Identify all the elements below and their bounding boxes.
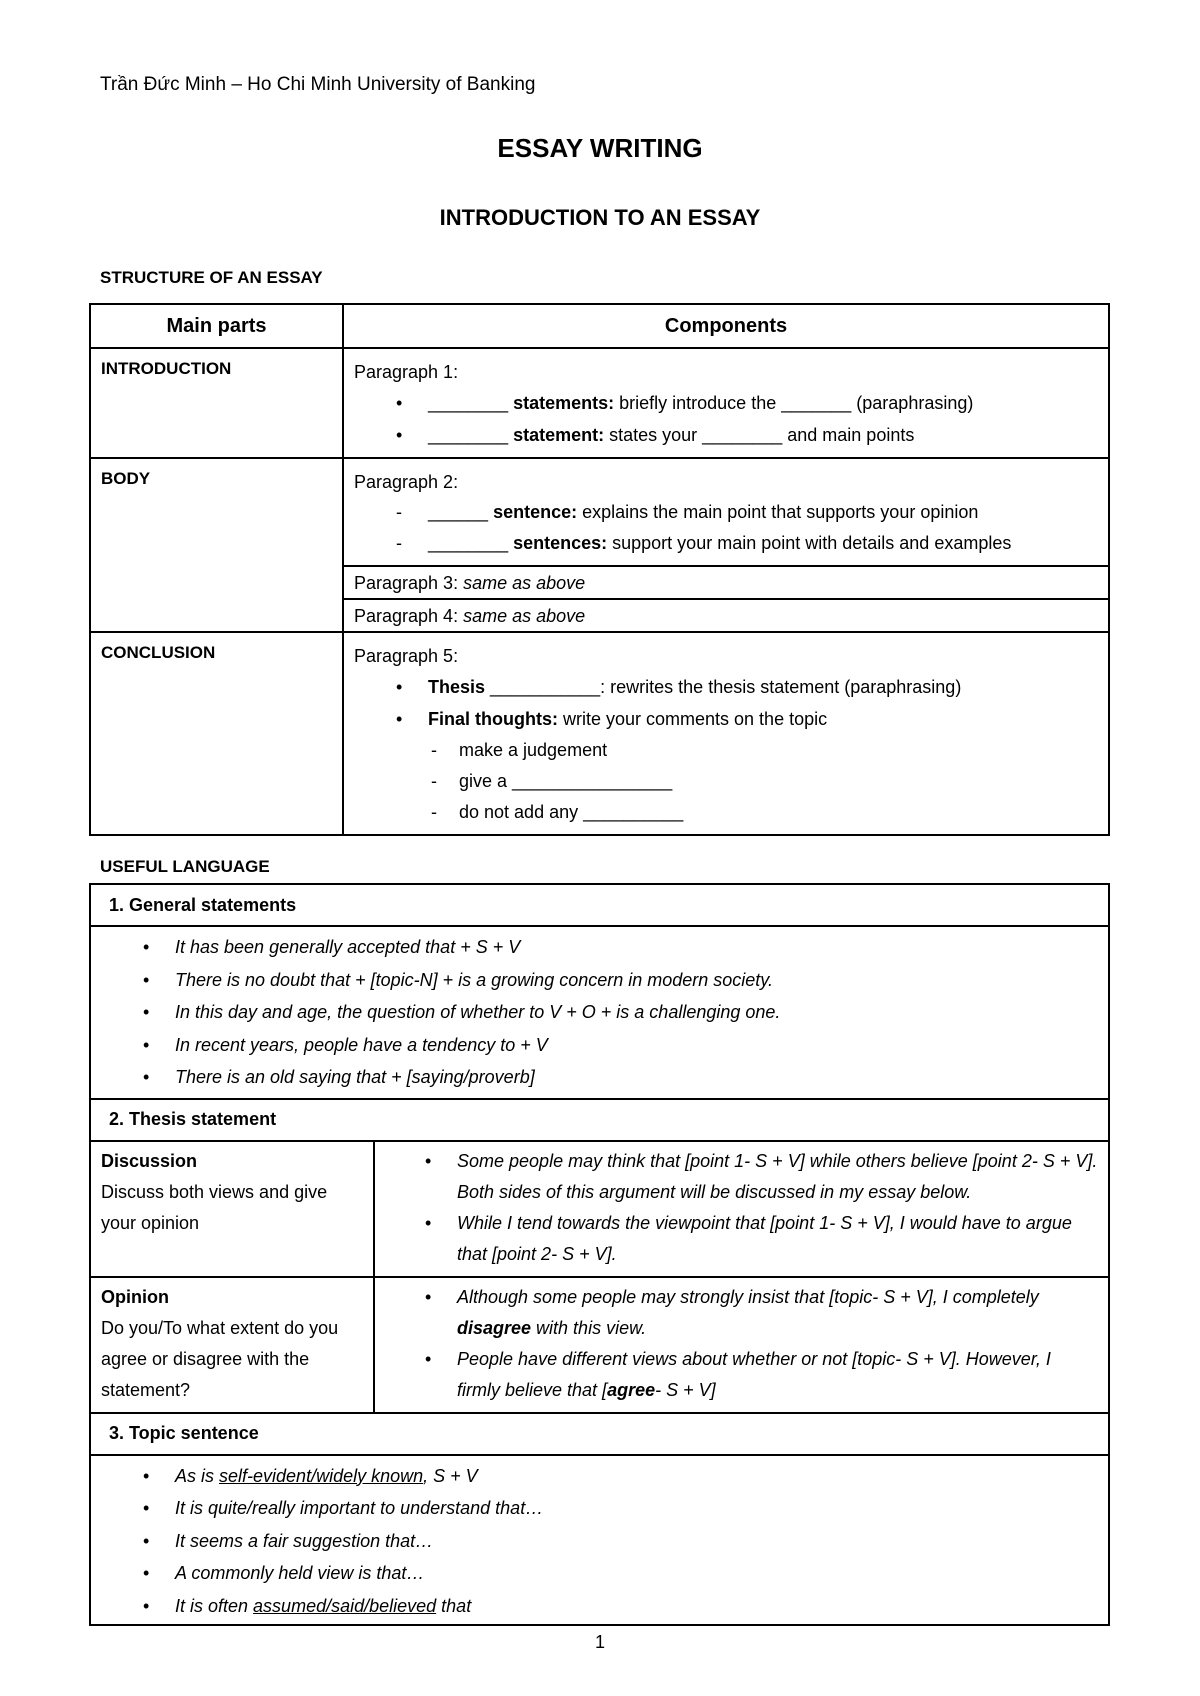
list-item: - give a ________________: [354, 766, 1098, 797]
discussion-title: Discussion: [101, 1150, 198, 1171]
term: statements:: [508, 393, 615, 413]
term: sentence:: [488, 502, 578, 522]
discussion-row: [90, 1141, 1109, 1277]
term: Thesis: [428, 677, 491, 697]
text: - S + V]: [655, 1379, 716, 1400]
final-thoughts-list: [354, 735, 1098, 828]
intro-paragraph: Paragraph 1:: [354, 362, 459, 382]
list-item: [101, 1590, 1098, 1623]
list-item: [354, 703, 1098, 735]
text: As is: [175, 1465, 220, 1486]
list-item: [354, 419, 1098, 451]
thesis-header-row: [90, 1099, 1109, 1141]
conclusion-row: [90, 632, 1109, 835]
list-item: [385, 1282, 1098, 1344]
opinion-examples: [374, 1277, 1109, 1413]
page-header: Trần Đức Minh – Ho Chi Minh University of Banking: [100, 74, 536, 95]
desc: write your comments on the topic: [557, 709, 828, 729]
opinion-cell: [90, 1277, 374, 1413]
opinion-title: Opinion: [101, 1286, 169, 1307]
keyword: agree: [607, 1379, 656, 1400]
list-item: [101, 1460, 1098, 1493]
blank: ________: [428, 425, 509, 445]
structure-table: [89, 303, 1110, 836]
discussion-examples: [374, 1141, 1109, 1277]
topic-header-row: [90, 1413, 1109, 1455]
para4-note: same as above: [463, 606, 586, 626]
keyword: disagree: [457, 1317, 532, 1338]
text: that: [436, 1595, 472, 1616]
blank: ______: [428, 502, 489, 522]
list-item: • There is an old saying that + [saying/proverb]: [101, 1061, 1098, 1094]
list-item: • It has been generally accepted that + S + V: [101, 931, 1098, 964]
underlined: self-evident/widely known: [219, 1465, 424, 1486]
desc: explains the main point that supports your opinion: [577, 502, 979, 522]
blank: ________: [428, 533, 509, 553]
discussion-desc: Discuss both views and give your opinion: [101, 1181, 328, 1233]
list-item: [354, 497, 1098, 528]
col-components: Components: [343, 304, 1109, 348]
body-label: BODY: [90, 458, 343, 632]
list-item: [354, 671, 1098, 703]
document-title: ESSAY WRITING: [497, 133, 703, 163]
para3-note: same as above: [463, 573, 586, 593]
topic-sentence-list: [101, 1460, 1098, 1623]
term: statement:: [508, 425, 605, 445]
text: It is often: [175, 1595, 254, 1616]
conclusion-components: [343, 632, 1109, 835]
blank: ___________: [490, 677, 601, 697]
list-item: • It is quite/really important to understand that…: [101, 1492, 1098, 1525]
text: with this view.: [531, 1317, 647, 1338]
para4-label: Paragraph 4:: [354, 606, 464, 626]
text: People have different views about whether or not [topic- S + V]. However, I firmly believe that [: [457, 1348, 1051, 1400]
list-item: [385, 1344, 1098, 1406]
list-item: • Some people may think that [point 1- S + V] while others believe [point 2- S + V]. Both sides of this argument will be discussed in my essay below.: [385, 1146, 1098, 1208]
desc: : rewrites the thesis statement (paraphrasing): [600, 677, 962, 697]
structure-header-row: [90, 304, 1109, 348]
intro-label: INTRODUCTION: [90, 348, 343, 458]
body-para3: [343, 566, 1109, 599]
text: Although some people may strongly insist that [topic- S + V], I completely: [457, 1286, 1039, 1307]
intro-list: [354, 387, 1098, 451]
body-row: [90, 458, 1109, 566]
desc: support your main point with details and examples: [607, 533, 1012, 553]
body-para2: [343, 458, 1109, 566]
topic-sentence-cell: [90, 1455, 1109, 1626]
term: Final thoughts:: [428, 709, 558, 729]
col-main-parts: Main parts: [90, 304, 343, 348]
discussion-list: [385, 1146, 1098, 1270]
body-list: [354, 497, 1098, 559]
list-item: • It seems a fair suggestion that…: [101, 1525, 1098, 1558]
intro-row: [90, 348, 1109, 458]
list-item: • There is no doubt that + [topic-N] + is a growing concern in modern society.: [101, 964, 1098, 997]
thesis-statement-label: 2. Thesis statement: [90, 1099, 1109, 1141]
term: sentences:: [508, 533, 608, 553]
general-statements-label: 1. General statements: [90, 884, 1109, 926]
structure-heading: STRUCTURE OF AN ESSAY: [100, 268, 323, 287]
page-number: 1: [594, 1632, 605, 1652]
list-item: - do not add any __________: [354, 797, 1098, 828]
topic-sentence-label: 3. Topic sentence: [90, 1413, 1109, 1455]
document-subtitle: INTRODUCTION TO AN ESSAY: [439, 205, 761, 230]
list-item: - make a judgement: [354, 735, 1098, 766]
list-item: [354, 528, 1098, 559]
conclusion-list: [354, 671, 1098, 735]
body-paragraph-2: Paragraph 2:: [354, 472, 459, 492]
general-row: [90, 926, 1109, 1099]
language-table: [89, 883, 1110, 1626]
topic-row: [90, 1455, 1109, 1626]
list-item: • In recent years, people have a tendency to + V: [101, 1029, 1098, 1062]
opinion-row: [90, 1277, 1109, 1413]
list-item: [354, 387, 1098, 419]
opinion-desc: Do you/To what extent do you agree or disagree with the statement?: [101, 1317, 339, 1400]
opinion-list: [385, 1282, 1098, 1406]
language-heading: USEFUL LANGUAGE: [100, 857, 270, 876]
list-item: • A commonly held view is that…: [101, 1557, 1098, 1590]
text: , S + V: [423, 1465, 478, 1486]
discussion-cell: [90, 1141, 374, 1277]
general-statements-cell: [90, 926, 1109, 1099]
list-item: • In this day and age, the question of whether to V + O + is a challenging one.: [101, 996, 1098, 1029]
intro-components: [343, 348, 1109, 458]
general-header-row: [90, 884, 1109, 926]
blank: ________: [428, 393, 509, 413]
desc: briefly introduce the _______ (paraphrasing): [614, 393, 974, 413]
underlined: assumed/said/believed: [253, 1595, 437, 1616]
general-statements-list: [101, 931, 1098, 1094]
conclusion-paragraph: Paragraph 5:: [354, 646, 459, 666]
para3-label: Paragraph 3:: [354, 573, 464, 593]
desc: states your ________ and main points: [604, 425, 915, 445]
body-para4: [343, 599, 1109, 632]
conclusion-label: CONCLUSION: [90, 632, 343, 835]
list-item: • While I tend towards the viewpoint that [point 1- S + V], I would have to argue that [point 2- S + V].: [385, 1208, 1098, 1270]
